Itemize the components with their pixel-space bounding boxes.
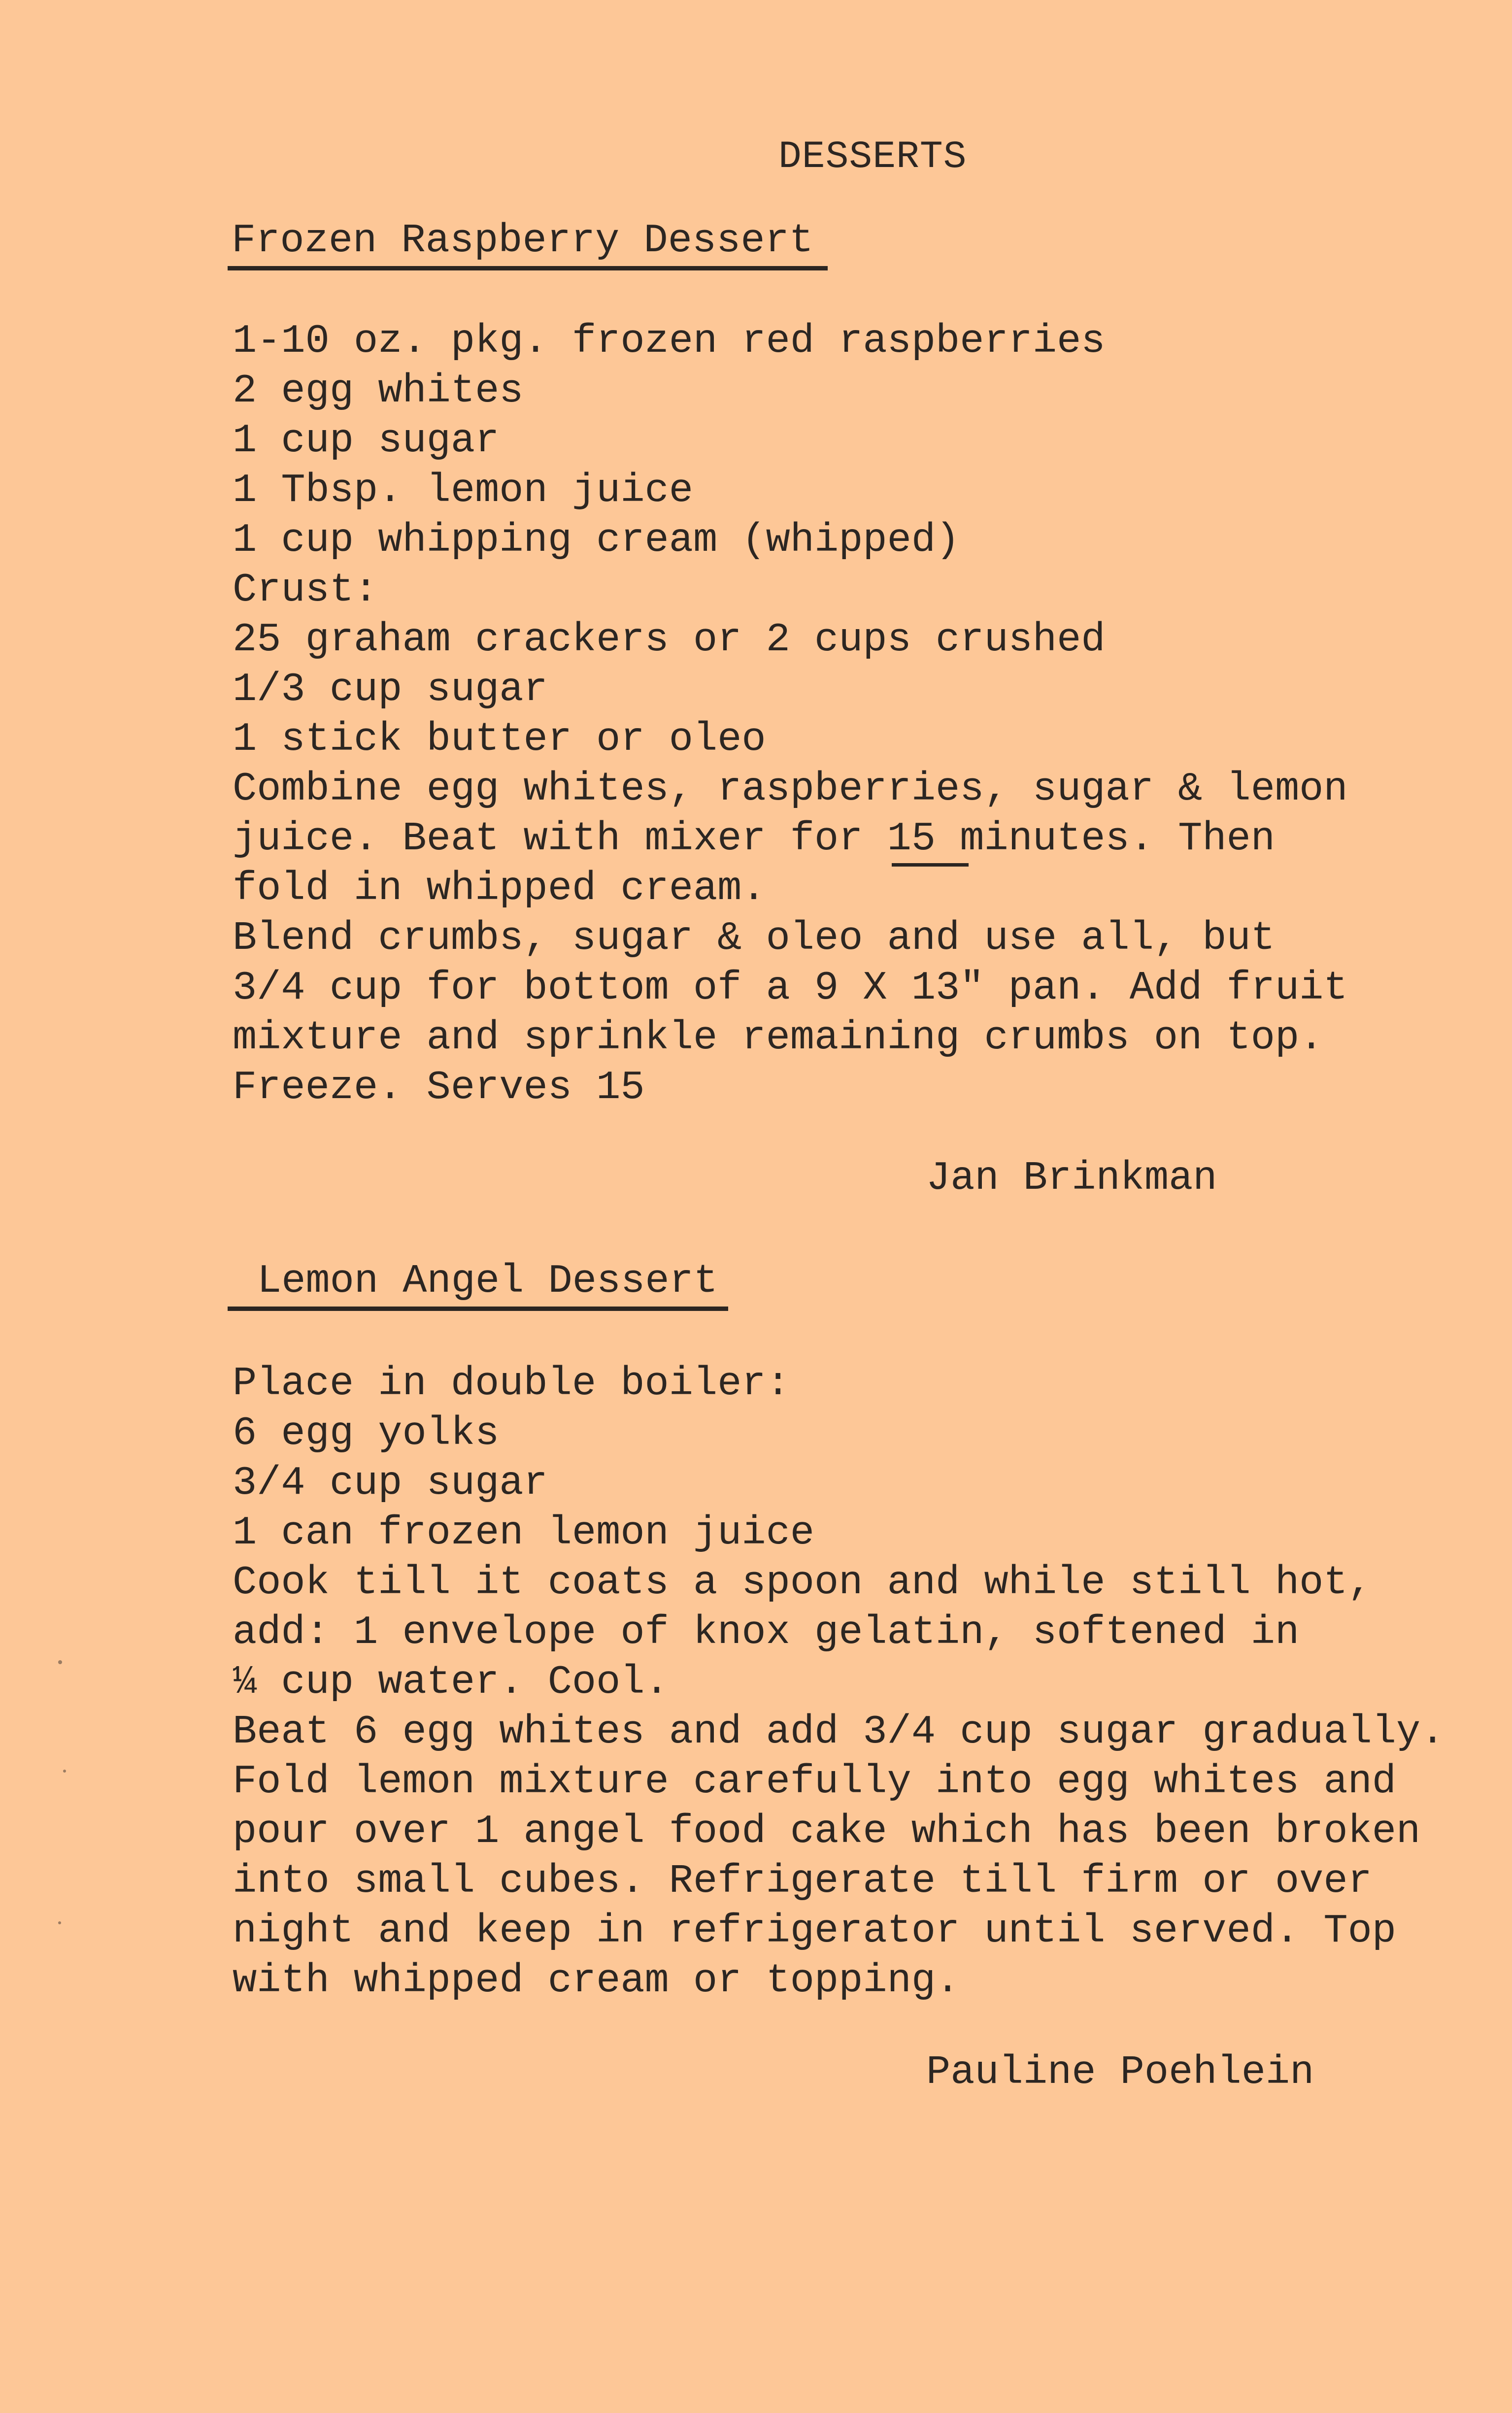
recipe-title-lemon-angel: Lemon Angel Dessert xyxy=(257,1258,718,1304)
recipe-line: Blend crumbs, sugar & oleo and use all, but xyxy=(233,915,1275,961)
recipe-line: Place in double boiler: xyxy=(233,1361,790,1407)
recipe-line: 25 graham crackers or 2 cups crushed xyxy=(233,617,1106,663)
recipe-line: 3/4 cup sugar xyxy=(233,1460,548,1506)
recipe-line: fold in whipped cream. xyxy=(233,866,766,911)
recipe-line: 1-10 oz. pkg. frozen red raspberries xyxy=(233,318,1106,364)
title-underline xyxy=(228,266,828,270)
paper-speck xyxy=(58,1660,62,1664)
recipe-line: 1/3 cup sugar xyxy=(233,667,548,712)
minutes-underline xyxy=(892,863,969,867)
recipe-line: 1 Tbsp. lemon juice xyxy=(233,468,693,513)
recipe-line: Freeze. Serves 15 xyxy=(233,1065,645,1110)
recipe-line: Cook till it coats a spoon and while still hot, xyxy=(233,1560,1372,1606)
recipe-body-frozen-raspberry xyxy=(233,316,1348,1112)
recipe-author-pauline-poehlein: Pauline Poehlein xyxy=(926,2049,1314,2095)
recipe-line: into small cubes. Refrigerate till firm or over xyxy=(233,1858,1372,1904)
recipe-line: Beat 6 egg whites and add 3/4 cup sugar gradually. xyxy=(233,1709,1445,1755)
paper-speck xyxy=(58,1921,61,1924)
page-heading: DESSERTS xyxy=(778,135,967,179)
recipe-line: 1 stick butter or oleo xyxy=(233,716,766,762)
paper-speck xyxy=(63,1770,66,1773)
recipe-line: add: 1 envelope of knox gelatin, softened in xyxy=(233,1609,1300,1655)
recipe-author-jan-brinkman: Jan Brinkman xyxy=(926,1155,1217,1201)
recipe-body-lemon-angel xyxy=(233,1359,1445,2006)
recipe-line: 3/4 cup for bottom of a 9 X 13" pan. Add fruit xyxy=(233,965,1348,1011)
recipe-line: pour over 1 angel food cake which has been broken xyxy=(233,1809,1421,1854)
recipe-line: Fold lemon mixture carefully into egg whites and xyxy=(233,1759,1396,1805)
recipe-line: 6 egg yolks xyxy=(233,1410,500,1456)
recipe-line: ¼ cup water. Cool. xyxy=(233,1659,669,1705)
recipe-line: Crust: xyxy=(233,567,378,613)
recipe-line: Combine egg whites, raspberries, sugar & lemon xyxy=(233,766,1348,812)
recipe-line: night and keep in refrigerator until served. Top xyxy=(233,1908,1396,1954)
recipe-line: mixture and sprinkle remaining crumbs on top. xyxy=(233,1015,1324,1061)
recipe-line: juice. Beat with mixer for 15 minutes. Then xyxy=(233,816,1275,862)
recipe-line: with whipped cream or topping. xyxy=(233,1958,960,2004)
recipe-title-frozen-raspberry: Frozen Raspberry Dessert xyxy=(232,218,813,264)
recipe-line: 1 can frozen lemon juice xyxy=(233,1510,814,1556)
recipe-line: 1 cup sugar xyxy=(233,418,500,464)
recipe-line: 1 cup whipping cream (whipped) xyxy=(233,517,960,563)
recipe-line: 2 egg whites xyxy=(233,368,524,414)
title-underline xyxy=(228,1307,728,1311)
